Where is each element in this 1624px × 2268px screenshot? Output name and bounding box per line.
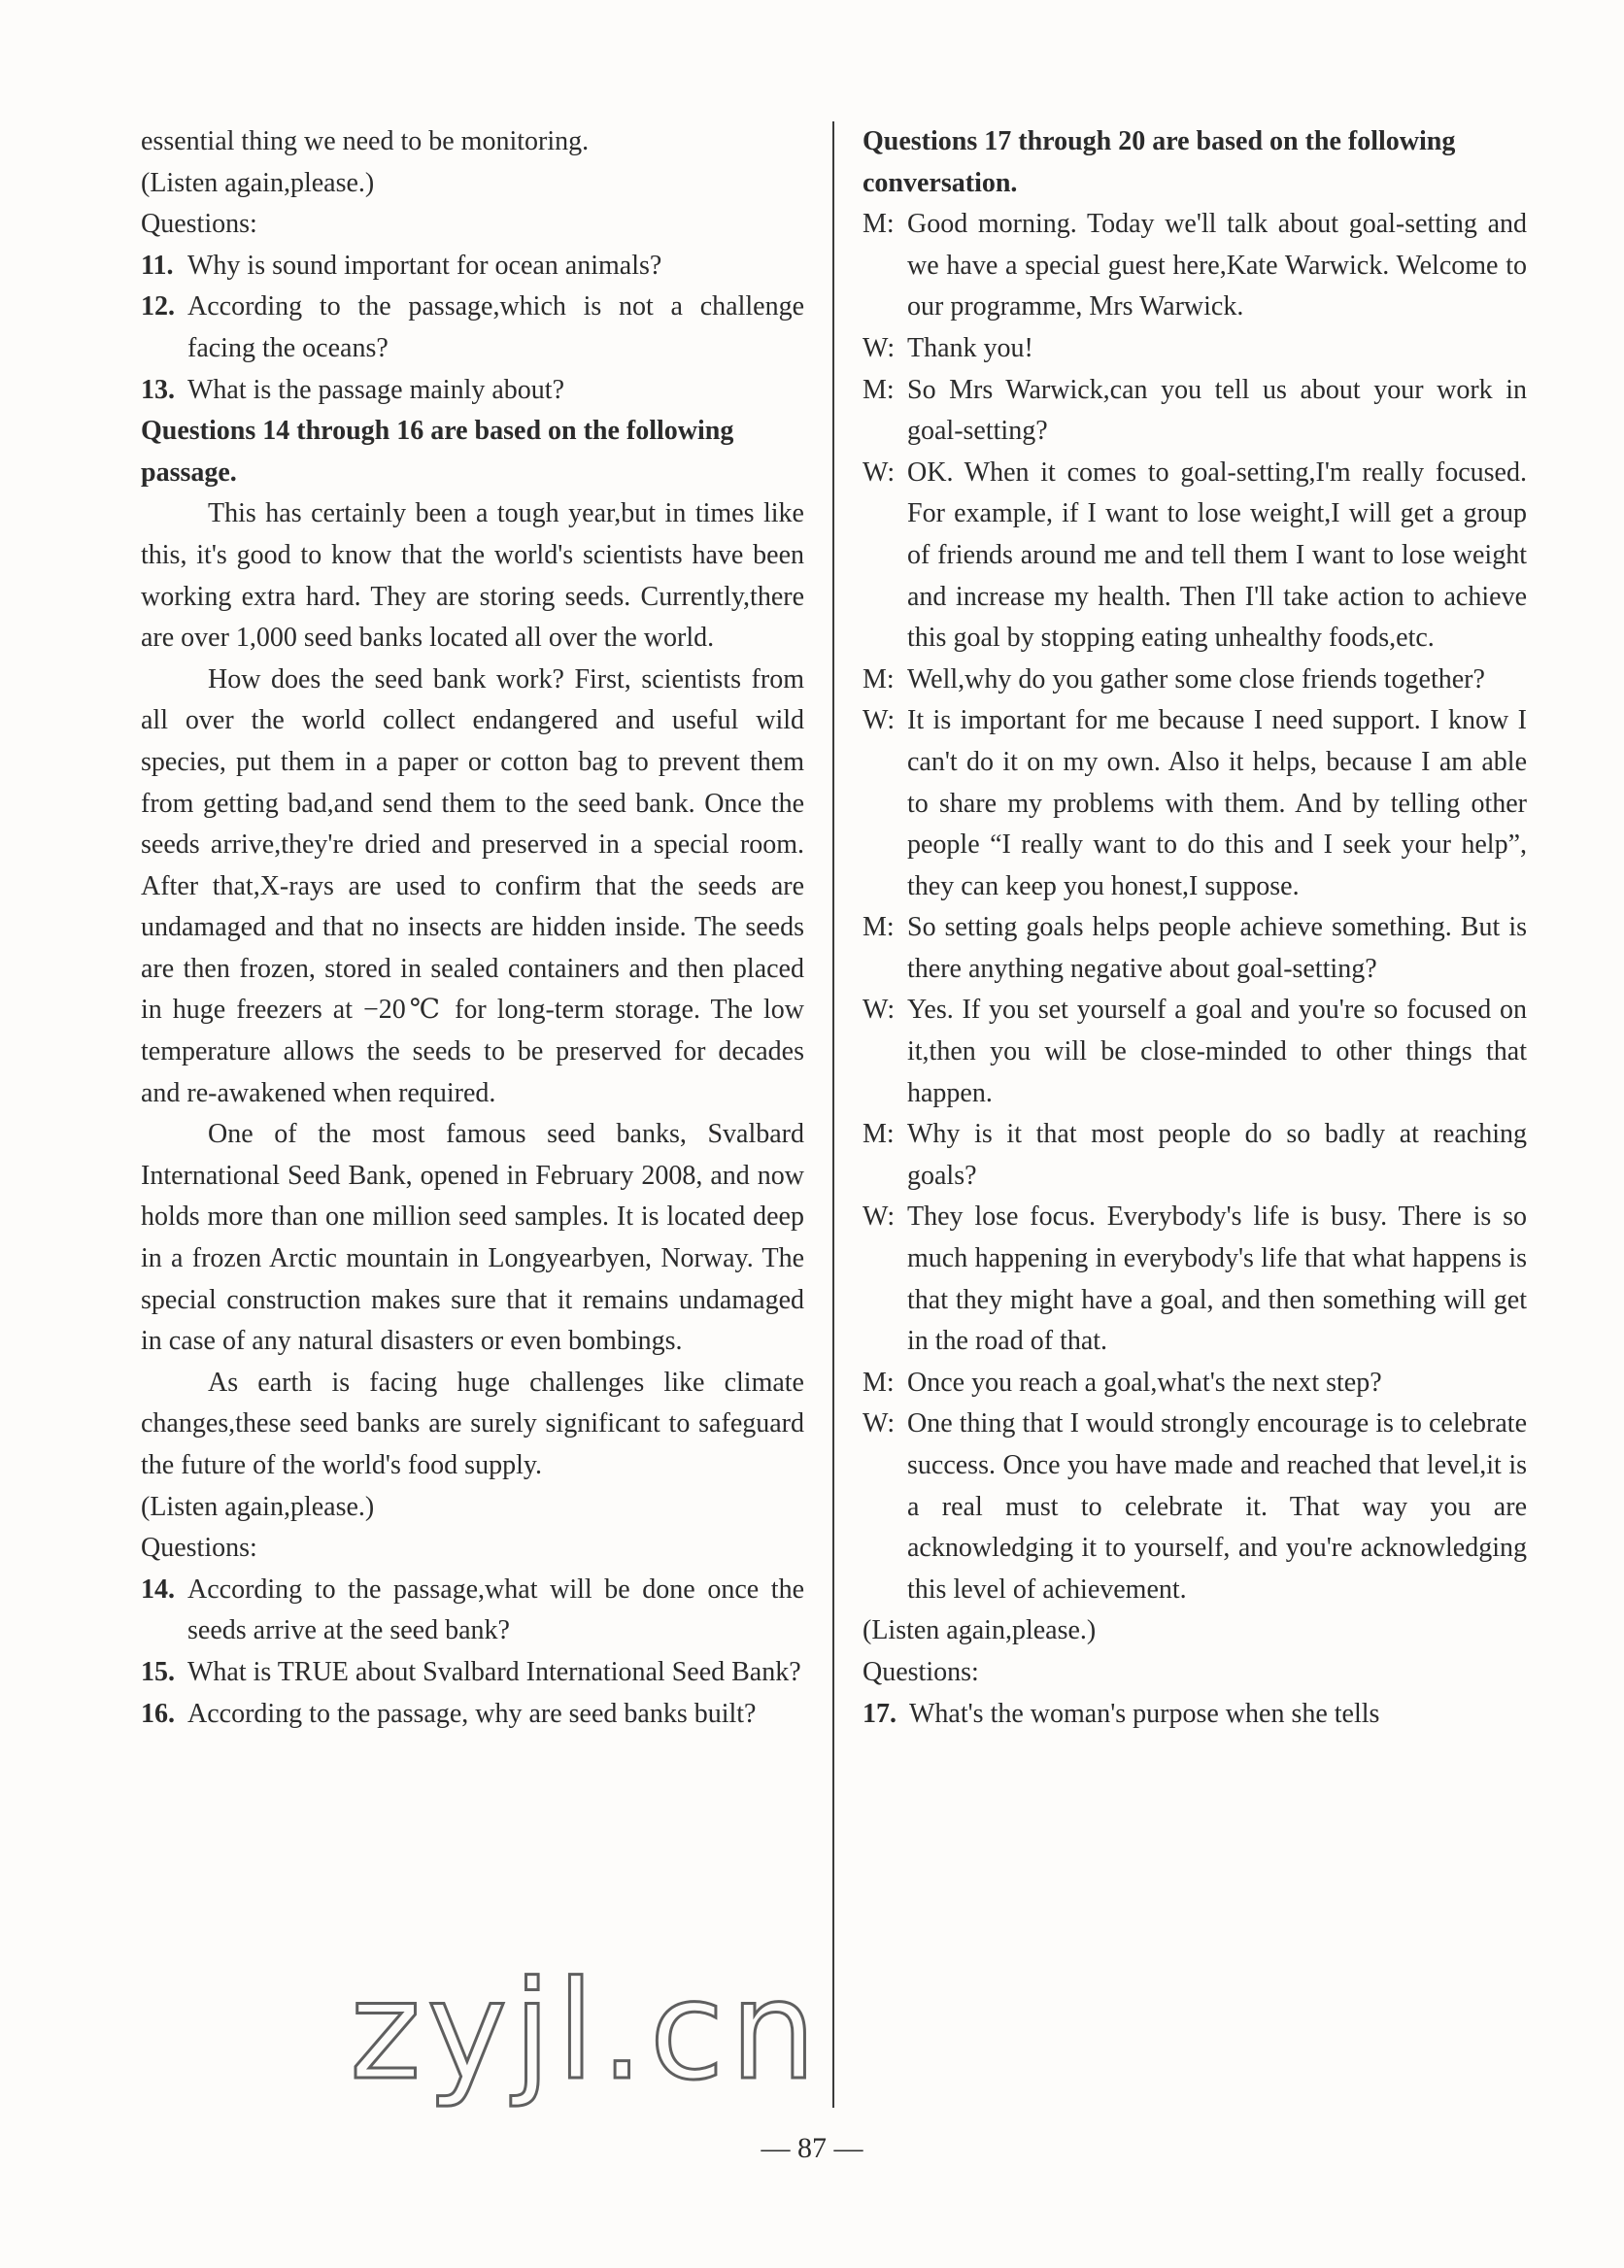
- dialogue-line: [863, 1363, 1527, 1405]
- dialogue-text: They lose focus. Everybody's life is busy. There is so much happening in everybody's life that what happens is that they might have a goal, and then something will get in the road of that.: [907, 1202, 1527, 1357]
- dialogue-text: So Mrs Warwick,can you tell us about your work in goal-setting?: [907, 374, 1527, 447]
- question-number: 13.: [141, 374, 175, 405]
- speaker-label: W:: [863, 457, 896, 488]
- question-12: [141, 287, 804, 369]
- question-text: According to the passage,what will be done once the seeds arrive at the seed bank?: [187, 1574, 804, 1646]
- question-16: [141, 1694, 804, 1736]
- question-number: 15.: [141, 1656, 175, 1687]
- left-column: [141, 121, 804, 1735]
- dialogue-line: [863, 660, 1527, 701]
- dialogue-line: [863, 700, 1527, 907]
- question-15: [141, 1652, 804, 1694]
- question-17: [863, 1694, 1527, 1736]
- dialogue-text: Once you reach a goal,what's the next step?: [907, 1367, 1382, 1398]
- dialogue-line: [863, 328, 1527, 370]
- speaker-label: W:: [863, 705, 896, 736]
- section-header-17-20: Questions 17 through 20 are based on the following conversation.: [863, 126, 1456, 198]
- listen-again-note: (Listen again,please.): [863, 1615, 1097, 1646]
- question-text: What is the passage mainly about?: [187, 374, 564, 405]
- column-divider: [832, 121, 834, 2108]
- question-number: 17.: [863, 1698, 897, 1729]
- speaker-label: W:: [863, 1202, 896, 1233]
- question-number: 16.: [141, 1698, 175, 1729]
- watermark-logo: zyjl.cn: [350, 1952, 823, 2111]
- speaker-label: W:: [863, 1408, 896, 1439]
- question-11: [141, 246, 804, 288]
- passage-paragraph: One of the most famous seed banks, Svalbard International Seed Bank, opened in February 2008, and now holds more than one million seed samples. It is located deep in a frozen Arctic mountain in Longyearbyen, Norway. The special construction makes sure that it remains undamaged in case of any natural disasters or even bombings.: [141, 1119, 804, 1357]
- question-13: [141, 370, 804, 412]
- section-header-14-16: Questions 14 through 16 are based on the following passage.: [141, 416, 734, 488]
- dialogue-line: [863, 907, 1527, 990]
- question-text: What's the woman's purpose when she tells: [909, 1698, 1380, 1729]
- dialogue-line: [863, 1404, 1527, 1610]
- listen-again-note: (Listen again,please.): [141, 1491, 375, 1522]
- passage-paragraph: As earth is facing huge challenges like climate changes,these seed banks are surely significant to safeguard the future of the world's food supply.: [141, 1367, 804, 1480]
- dialogue-text: Good morning. Today we'll talk about goal-setting and we have a special guest here,Kate Warwick. Welcome to our programme, Mrs Warwick.: [907, 209, 1527, 322]
- page-number: — 87 —: [761, 2132, 863, 2164]
- question-text: According to the passage,which is not a challenge facing the oceans?: [187, 291, 804, 363]
- speaker-label: M:: [863, 663, 895, 694]
- question-text: Why is sound important for ocean animals?: [187, 250, 662, 281]
- dialogue-text: Thank you!: [907, 332, 1033, 363]
- dialogue-text: Why is it that most people do so badly at reaching goals?: [907, 1119, 1527, 1191]
- dialogue-line: [863, 1197, 1527, 1362]
- question-text: What is TRUE about Svalbard International Seed Bank?: [187, 1656, 801, 1687]
- conversation: [863, 204, 1527, 1610]
- speaker-label: M:: [863, 209, 895, 240]
- intro-line: essential thing we need to be monitoring.: [141, 126, 590, 156]
- speaker-label: M:: [863, 1119, 895, 1150]
- speaker-label: W:: [863, 995, 896, 1026]
- question-14: [141, 1570, 804, 1652]
- passage-paragraph: This has certainly been a tough year,but in times like this, it's good to know that the world's scientists have been working extra hard. They are storing seeds. Currently,there are over 1,000 seed banks located all over the world.: [141, 498, 804, 654]
- questions-label: Questions:: [863, 1656, 979, 1687]
- dialogue-text: OK. When it comes to goal-setting,I'm really focused. For example, if I want to lose weight,I will get a group of friends around me and tell them I want to lose weight and increase my health. Then I'll take action to achieve this goal by stopping eating unhealthy foods,etc.: [907, 457, 1527, 654]
- speaker-label: M:: [863, 374, 895, 405]
- speaker-label: W:: [863, 332, 896, 363]
- question-number: 11.: [141, 250, 174, 281]
- dialogue-line: [863, 990, 1527, 1114]
- listen-again-note: (Listen again,please.): [141, 167, 375, 198]
- questions-label: Questions:: [141, 209, 257, 240]
- dialogue-line: [863, 204, 1527, 328]
- dialogue-text: It is important for me because I need support. I know I can't do it on my own. Also it helps, because I am able to share my problems with them. And by telling other people “I really want to do this and I seek your help”, they can keep you honest,I suppose.: [907, 705, 1527, 901]
- dialogue-text: Yes. If you set yourself a goal and you're so focused on it,then you will be close-minded to other things that happen.: [907, 995, 1527, 1108]
- questions-label: Questions:: [141, 1533, 257, 1564]
- speaker-label: M:: [863, 912, 895, 943]
- question-number: 14.: [141, 1574, 175, 1605]
- right-column: [863, 121, 1527, 1735]
- dialogue-line: [863, 453, 1527, 660]
- dialogue-text: One thing that I would strongly encourage is to celebrate success. Once you have made and reached that level,it is a real must to celebrate it. That way you are acknowledging it to yourself, and you're acknowledging this level of achievement.: [907, 1408, 1527, 1605]
- speaker-label: M:: [863, 1367, 895, 1398]
- dialogue-text: Well,why do you gather some close friends together?: [907, 663, 1485, 694]
- question-number: 12.: [141, 291, 175, 322]
- question-text: According to the passage, why are seed banks built?: [187, 1698, 757, 1729]
- dialogue-line: [863, 1114, 1527, 1197]
- passage-paragraph: How does the seed bank work? First, scientists from all over the world collect endangered and useful wild species, put them in a paper or cotton bag to prevent them from getting bad,and send them to the seed bank. Once the seeds arrive,they're dried and preserved in a special room. After that,X-rays are used to confirm that the seeds are undamaged and that no insects are hidden inside. The seeds are then frozen, stored in sealed containers and then placed in huge freezers at −20℃ for long-term storage. The low temperature allows the seeds to be preserved for decades and re-awakened when required.: [141, 663, 804, 1108]
- dialogue-line: [863, 370, 1527, 453]
- dialogue-text: So setting goals helps people achieve something. But is there anything negative about goal-setting?: [907, 912, 1527, 984]
